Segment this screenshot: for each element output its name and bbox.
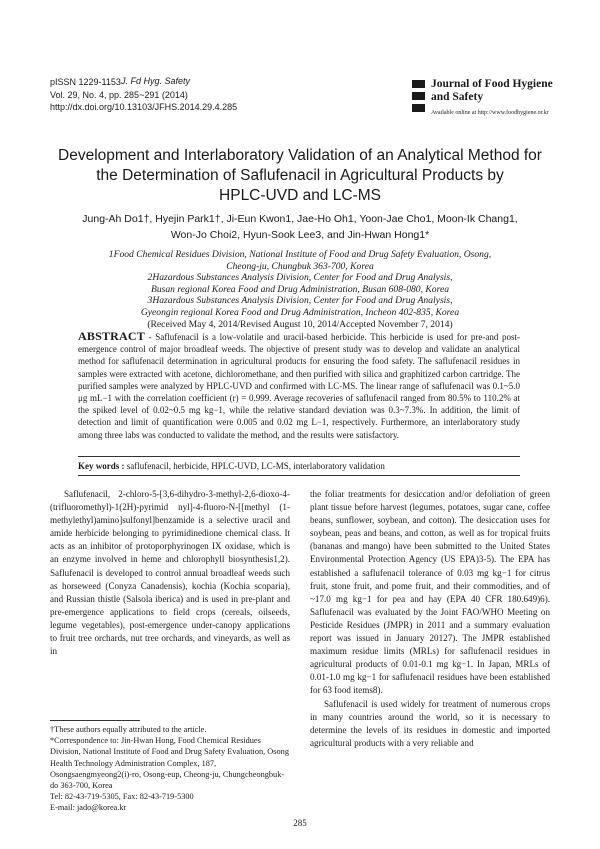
footnote-rule [50,720,140,721]
page-number: 285 [293,818,307,828]
divider [78,475,520,476]
affiliations: 1Food Chemical Residues Division, National Institute of Food and Drug Safety Evaluation, Osong, Cheong-ju, Chungbuk 363-700, Korea 2Hazardous Substances Analysis Division, Center for Food and Drug Analysis, Busan regional Korea Food and Drug Administration, Busan 608-080, Korea 3Hazardous Substances Analysis Division, Center for Food and Drug Analysis, Gyeongin regional Korea Food and Drug Administration, Incheon 402-835, Korea (Received May 4, 2014/Revised August 10, 2014/Accepted November 7, 2014) [40,249,560,330]
journal-logo-icon [412,80,425,114]
issn: pISSN 1229-1153 [50,77,121,87]
journal-online-url[interactable]: Available online at http://www.foodhygiene.or.kr [431,110,549,116]
received-dates: (Received May 4, 2014/Revised August 10, 2014/Accepted November 7, 2014) [147,318,453,330]
volume-info: Vol. 29, No. 4, pp. 285~291 (2014) [50,89,188,100]
journal-name: Journal of Food Hygiene and Safety [431,78,553,103]
article-title: Development and Interlaboratory Validation of an Analytical Method for the Determination of Saflufenacil in Agricultural Products by HPLC-UVD and LC-MS [58,147,542,204]
journal-logo-block [412,78,560,120]
abstract-text: - Saflufenacil is a low-volatile and uracil-based herbicide. This herbicide is used for pre-and post-emergence control of major broadleaf weeds. The objective of present study was to develop and validate an analytical method for saflufenacil determination in agricultural products for ensuring the food safety. The saflufenacil residues in samples were extracted with acetone, dichloromethane, and then purified with silica and graphitized carbon cartridge. The purified samples were analyzed by HPLC-UVD and confirmed with LC-MS. The linear range of saflufenacil was 0.1~5.0 μg mL−1 with the correlation coefficient (r) = 0.999. Average recoveries of saflufenacil ranged from 80.5% to 110.2% at the spiked level of 0.02~0.5 mg kg−1, while the relative standard deviation was 0.3~7.3%. In addition, the limit of detection and limit of quantification were 0.005 and 0.02 mg L−1, respectively. Furthermore, an interlaboratory study among three labs was conducted to validate the method, and the results were satisfactory. [78,332,520,440]
email[interactable]: E-mail: jado@korea.kr [50,803,127,813]
body-left-column: Saflufenacil, 2-chloro-5-[3,6-dihydro-3-methyl-2,6-dioxo-4-(trifluoromethyl)-1(2H)-pyrimid nyl]-4-fluoro-N-[[methyl (1-methylethyl)amino]sulfonyl]benzamide is a selective uracil and amide herbicide belonging to pyrimidinedione chemical class. It acts as an inhibitor of protoporphyrinogen IX oxidase, which is an enzyme involved in heme and chlorophyll biosynthesis1,2). Saflufenacil is developed to control annual broadleaf weeds such as horseweed (Conyza Canadensis), kochia (Kochia scoparia), and Russian thistle (Salsola iberica) and is used in pre-plant and pre-emergence applications to field crops (cereals, oilseeds, legume vegetables), post-emergence under-canopy applications to fruit tree orchards, nut tree orchards, and vineyards, as well as in [50,489,290,657]
abstract-heading: ABSTRACT [78,329,145,343]
author-list: Jung-Ah Do1†, Hyejin Park1†, Ji-Eun Kwon1, Jae-Ho Oh1, Yoon-Jae Cho1, Moon-Ik Chang1, Won-Jo Choi2, Hyun-Sook Lee3, and Jin-Hwan Hong1* [82,213,518,241]
keywords: Key words : saflufenacil, herbicide, HPLC-UVD, LC-MS, interlaboratory validation [78,461,385,471]
body-right-column: the foliar treatments for desiccation and/or defoliation of green plant tissue before harvest (legumes, potatoes, sugar cane, coffee beans, sunflower, soybean, and cotton). The desiccation uses for soybean, peas and beans, and cotton, as well as for tropical fruits (bananas and mango) have been submitted to the United States Environmental Protection Agency (US EPA)3-5). The EPA has established a saflufenacil tolerance of 0.03 mg kg−1 for citrus fruit, stone fruit, and pome fruit, and their commodities, and of ~17.0 mg kg−1 for pea and hay (EPA 40 CFR 180.649)6). Saflufenacil was evaluated by the Joint FAO/WHO Meeting on Pesticide Residues (JMPR) in 2011 and a summary evaluation report was issued in January 20127). The JMPR established maximum residue limits (MRLs) for saflufenacil residues in agricultural products of 0.01-0.1 mg kg−1. In Japan, MRLs of 0.01-1.0 mg kg−1 for saflufenacil residues have been established for 63 food items8). Saflufenacil is used widely for treatment of numerous crops in many countries around the world, so it is necessary to determine the levels of its residues in domestic and imported agricultural products with a very reliable and [310,489,550,748]
journal-abbr: J. Fd Hyg. Safety [121,76,191,86]
footnotes: †These authors equally attributed to the article. *Correspondence to: Jin-Hwan Hong, Food Chemical Residues Division, National Institute of Food and Drug Safety Evaluation, Osong Health Technology Administration Complex, 187, Osongsaengmyeong2(i)-ro, Osong-eup, Cheong-ju, Chungcheongbuk-do 363-700, Korea Tel: 82-43-719-5305, Fax: 82-43-719-5300 E-mail: jado@korea.kr [50,725,289,813]
divider [78,456,520,457]
doi-link[interactable]: http://dx.doi.org/10.13103/JFHS.2014.29.4.285 [50,102,238,112]
abstract [78,330,520,441]
